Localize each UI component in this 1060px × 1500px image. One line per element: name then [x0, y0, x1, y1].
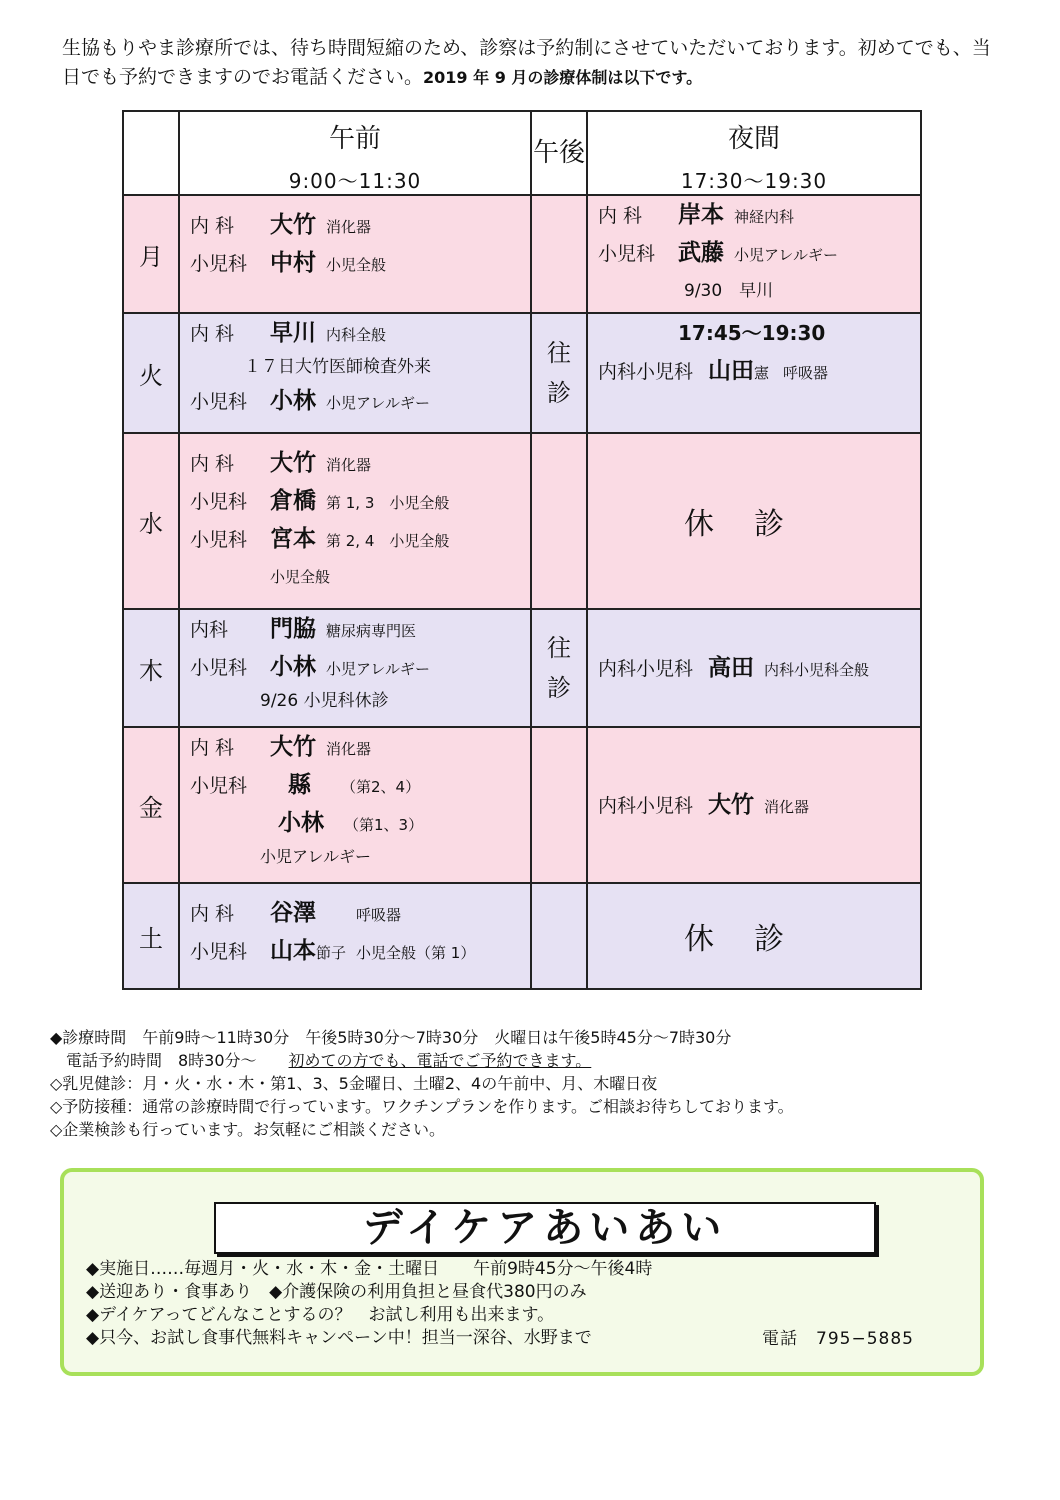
row-wed [123, 433, 921, 609]
daycare-line: ◆送迎あり・食事あり ◆介護保険の利用負担と昼食代380円のみ [86, 1282, 587, 1302]
doctor: 高田 [708, 655, 754, 681]
am-cell [179, 727, 531, 883]
night-time-special: 17:45〜19:30 [678, 321, 826, 345]
note-vaccination: ◇予防接種：通常の診療時間で行っています。ワクチンプランを作ります。ご相談お待ちしております。 [50, 1097, 794, 1116]
am-entry [180, 728, 530, 766]
am-entry [180, 766, 530, 804]
specialty: 第 2, 4 小児全般 [326, 532, 450, 550]
am-extra: 小児全般 [270, 568, 331, 586]
pm-cell [531, 609, 587, 727]
night-entry [588, 352, 920, 390]
dept: 内 科 [190, 323, 235, 345]
specialty: 消化器 [326, 456, 372, 474]
dept: 内 科 [190, 453, 235, 475]
daycare-line: ◆デイケアってどんなことするの？ お試し利用も出来ます。 [86, 1305, 555, 1325]
am-entry [180, 520, 530, 558]
specialty: 内科全般 [326, 326, 387, 344]
am-entry [180, 894, 530, 932]
am-time: 9:00〜11:30 [288, 169, 422, 193]
doctor: 大竹 [270, 212, 316, 238]
daycare-line: ◆実施日……毎週月・火・水・木・金・土曜日 午前9時45分〜午後4時 [86, 1259, 653, 1279]
specialty: 呼吸器 [356, 906, 402, 924]
specialty: 糖尿病専門医 [326, 622, 417, 640]
daycare-title: デイケアあいあい [214, 1202, 876, 1254]
day-label: 火 [123, 313, 179, 433]
am-extra: １７日大竹医師検査外来 [244, 357, 431, 377]
notes-section [50, 1026, 1010, 1141]
night-cell [587, 609, 921, 727]
am-cell [179, 433, 531, 609]
doctor: 岸本 [678, 202, 724, 228]
dept: 内科小児科 [598, 658, 694, 680]
dept: 内科小児科 [598, 795, 694, 817]
note-corporate-checkup: ◇企業検診も行っています。お気軽にご相談ください。 [50, 1120, 446, 1139]
night-time: 17:30〜19:30 [680, 169, 828, 193]
dept: 小児科 [190, 941, 248, 963]
doctor-suffix: 憲 [754, 364, 770, 382]
night-cell [587, 195, 921, 313]
dept: 内 科 [190, 737, 235, 759]
specialty: （第1、3） [344, 816, 424, 834]
doctor: 大竹 [270, 450, 316, 476]
dept: 小児科 [190, 391, 248, 413]
dept: 内科 [190, 619, 229, 641]
am-entry [180, 244, 530, 282]
pm-cell [531, 883, 587, 989]
specialty: 消化器 [326, 218, 372, 236]
doctor: 中村 [270, 250, 316, 276]
dept: 小児科 [190, 529, 248, 551]
am-entry [180, 444, 530, 482]
am-extra: 小児アレルギー [260, 847, 371, 866]
note-hours: ◆診療時間 午前9時〜11時30分 午後5時30分〜7時30分 火曜日は午後5時45分〜7時30分 [50, 1028, 732, 1047]
daycare-phone: 電話 795−5885 [762, 1329, 914, 1349]
day-label: 水 [123, 433, 179, 609]
specialty: 第 1, 3 小児全般 [326, 494, 450, 512]
day-label: 土 [123, 883, 179, 989]
night-entry [588, 234, 920, 272]
row-fri [123, 727, 921, 883]
dept: 内 科 [190, 903, 235, 925]
doctor-suffix: 節子 [316, 944, 347, 962]
am-header [179, 111, 531, 195]
intro-paragraph: 生協もりやま診療所では、待ち時間短縮のため、診察は予約制にさせていただいております。初めてでも、当日でも予約できますのでお電話ください。 [62, 37, 991, 88]
note-phone-underline: 初めての方でも、電話でご予約できます。 [288, 1051, 592, 1070]
night-cell [587, 727, 921, 883]
note-infant-checkup: ◇乳児健診：月・火・水・木・第1、3、5金曜日、土曜2、4の午前中、月、木曜日夜 [50, 1074, 658, 1093]
night-cell [587, 883, 921, 989]
note-phone-hours: 電話予約時間 8時30分〜 [50, 1051, 289, 1070]
pm-cell [531, 313, 587, 433]
doctor: 門脇 [270, 616, 316, 642]
am-entry [180, 382, 530, 420]
doctor: 大竹 [708, 792, 754, 818]
specialty: （第2、4） [341, 778, 421, 796]
pm-header: 午後 [531, 111, 587, 195]
night-entry [588, 196, 920, 234]
night-entry [588, 649, 920, 687]
dept: 小児科 [190, 657, 248, 679]
am-cell [179, 195, 531, 313]
night-note: 9/30 早川 [684, 281, 774, 301]
specialty: 消化器 [326, 740, 372, 758]
dept: 小児科 [598, 243, 656, 265]
specialty: 呼吸器 [783, 364, 829, 382]
row-thu [123, 609, 921, 727]
header-row [123, 111, 921, 195]
day-label: 月 [123, 195, 179, 313]
am-cell [179, 609, 531, 727]
specialty: 消化器 [764, 798, 810, 816]
night-cell [587, 313, 921, 433]
dept: 内 科 [190, 215, 235, 237]
specialty: 小児アレルギー [326, 660, 431, 678]
doctor: 大竹 [270, 734, 316, 760]
house-call: 往診 [547, 339, 571, 407]
doctor: 小林 [278, 810, 324, 836]
am-cell [179, 883, 531, 989]
specialty: 小児アレルギー [326, 394, 431, 412]
row-sat [123, 883, 921, 989]
closed-label: 休診 [684, 922, 824, 957]
am-entry [180, 610, 530, 648]
pm-cell [531, 433, 587, 609]
am-entry [180, 206, 530, 244]
night-header [587, 111, 921, 195]
dept: 小児科 [190, 491, 248, 513]
closed-label: 休診 [684, 507, 824, 542]
day-label: 木 [123, 609, 179, 727]
doctor: 武藤 [678, 240, 724, 266]
night-cell [587, 433, 921, 609]
doctor: 小林 [270, 388, 316, 414]
house-call: 往診 [547, 634, 571, 702]
doctor: 山本 [270, 938, 316, 964]
doctor: 宮本 [270, 526, 316, 552]
dept: 小児科 [190, 775, 248, 797]
dept: 小児科 [190, 253, 248, 275]
am-entry [180, 482, 530, 520]
specialty: 小児アレルギー [734, 246, 839, 264]
intro-text [62, 34, 1002, 92]
row-mon [123, 195, 921, 313]
specialty: 内科小児科全般 [764, 661, 870, 679]
night-label: 夜間 [727, 124, 780, 154]
daycare-box [60, 1168, 984, 1376]
am-entry [180, 648, 530, 686]
pm-cell [531, 727, 587, 883]
am-cell [179, 313, 531, 433]
dept: 内科小児科 [598, 361, 694, 383]
doctor: 早川 [270, 320, 316, 346]
day-label: 金 [123, 727, 179, 883]
am-entry [180, 804, 530, 842]
pm-cell [531, 195, 587, 313]
doctor: 縣 [288, 772, 311, 798]
am-entry [180, 314, 530, 352]
doctor: 倉橋 [270, 488, 316, 514]
am-label: 午前 [328, 124, 381, 154]
note-phone [50, 1049, 1010, 1072]
night-entry [588, 786, 920, 824]
doctor: 山田 [708, 358, 754, 384]
schedule-table [122, 110, 922, 990]
am-entry [180, 932, 530, 970]
intro-bold: 2019 年 9 月の診療体制は以下です。 [423, 68, 703, 87]
row-tue [123, 313, 921, 433]
dept: 内 科 [598, 205, 643, 227]
specialty: 小児全般 [326, 256, 387, 274]
daycare-line: ◆只今、お試し食事代無料キャンペーン中！担当一深谷、水野まで [86, 1328, 592, 1348]
specialty: 小児全般（第 1） [356, 944, 476, 962]
corner-cell [123, 111, 179, 195]
am-extra: 9/26 小児科休診 [260, 691, 389, 711]
doctor: 小林 [270, 654, 316, 680]
specialty: 神経内科 [734, 208, 795, 226]
doctor: 谷澤 [270, 900, 316, 926]
